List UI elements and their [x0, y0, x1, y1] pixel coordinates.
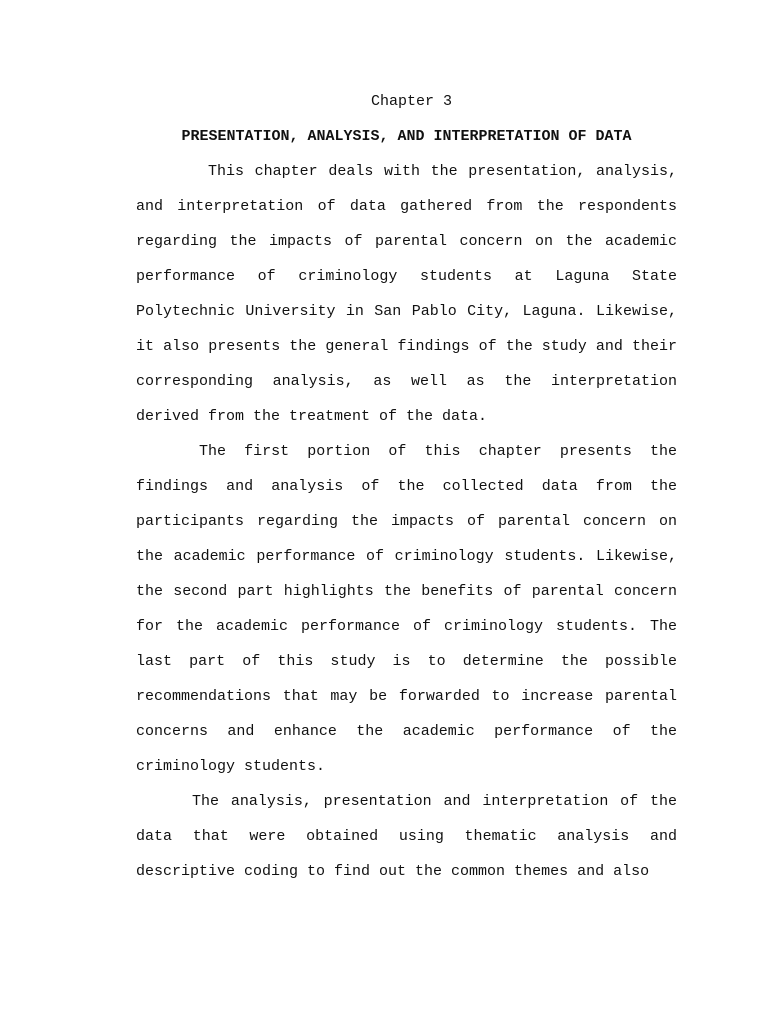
paragraph-intro: This chapter deals with the presentation, analysis, and interpretation of data gathered from the respondents regarding the impacts of parental concern on the academic performance of criminology students at Laguna State Polytechnic University in San Pablo City, Laguna. Likewise, it also presents the general findings of the study and their corresponding analysis, as well as the interpretation derived from the treatment of the data. — [136, 163, 677, 425]
chapter-label: Chapter 3 — [370, 93, 452, 110]
chapter-title: PRESENTATION, ANALYSIS, AND INTERPRETATION OF DATA — [181, 128, 632, 145]
document-body — [136, 84, 677, 889]
paragraph-chapter-structure: The first portion of this chapter presents the findings and analysis of the collected data from the participants regarding the impacts of parental concern on the academic performance of criminology students. Likewise, the second part highlights the benefits of parental concern for the academic performance of criminology students. The last part of this study is to determine the possible recommendations that may be forwarded to increase parental concerns and enhance the academic performance of the criminology students. — [136, 443, 677, 775]
paragraph-analysis-method: The analysis, presentation and interpretation of the data that were obtained using thematic analysis and descriptive coding to find out the common themes and also — [136, 793, 677, 880]
